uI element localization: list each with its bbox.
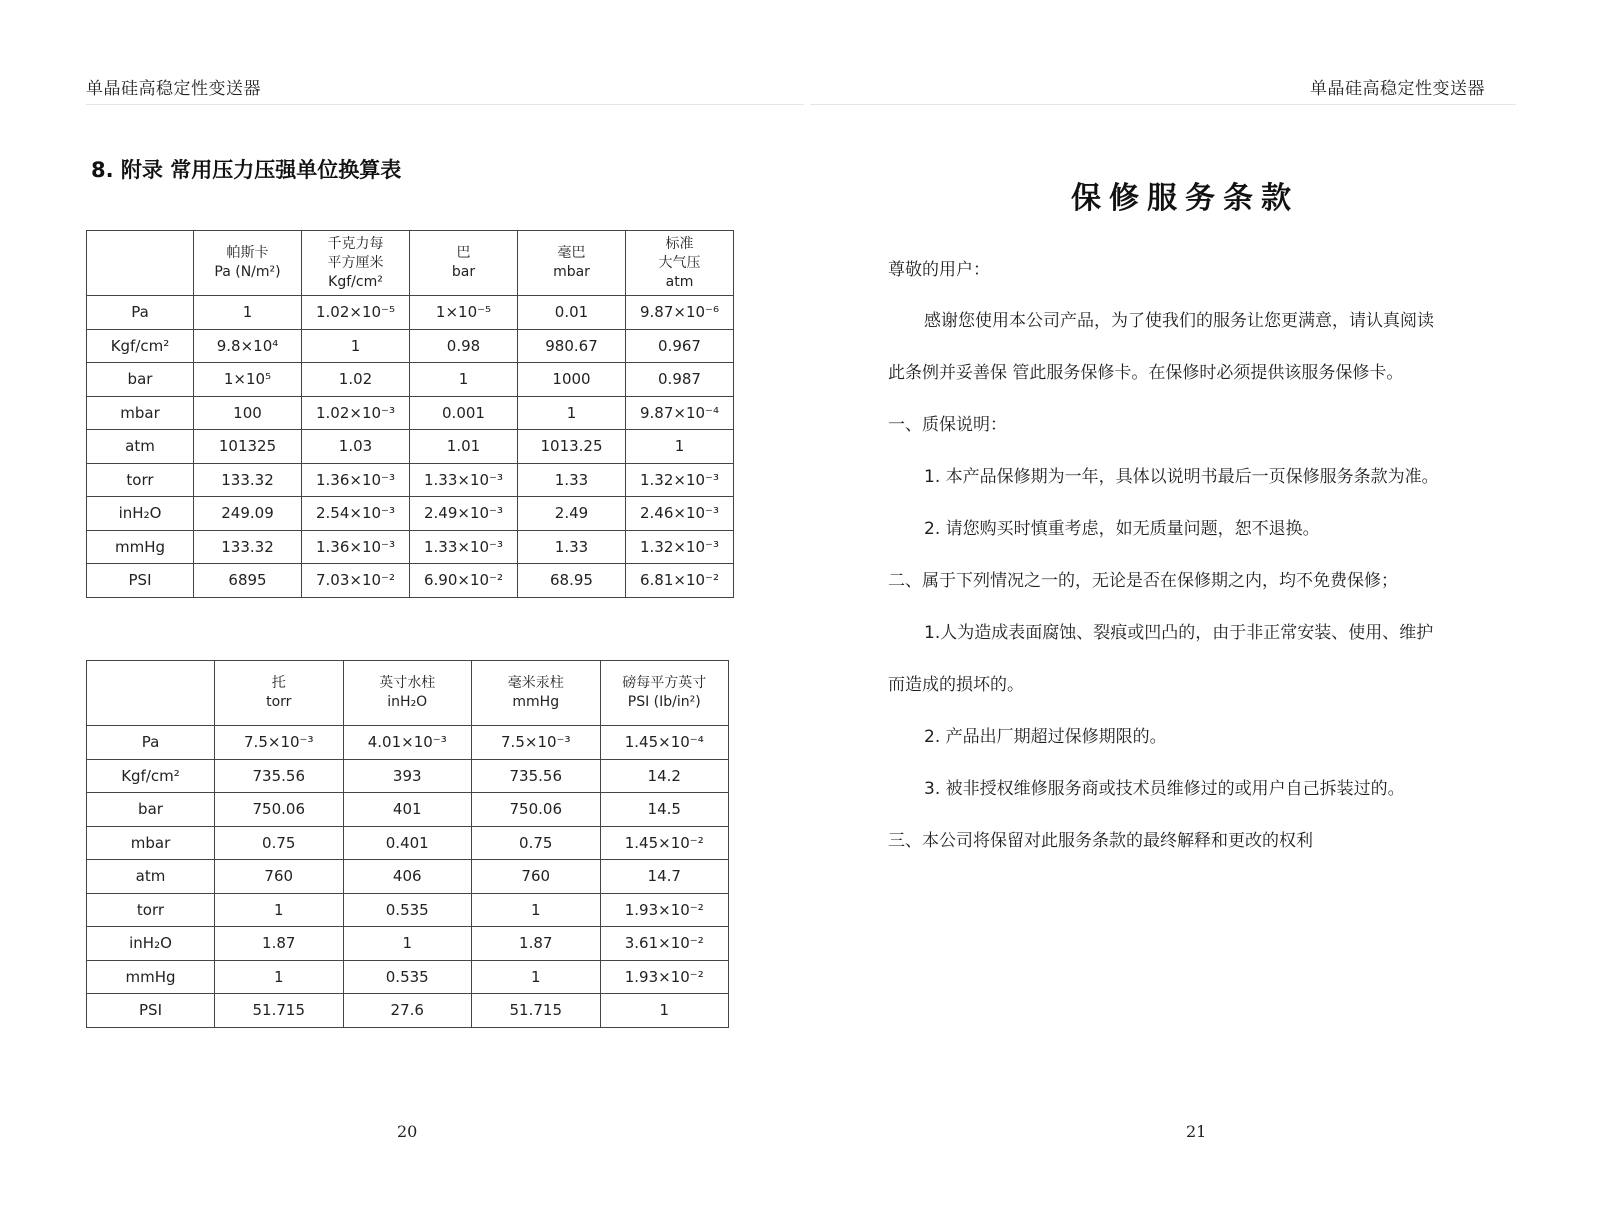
table-row bbox=[87, 329, 734, 363]
table-cell: 0.535 bbox=[343, 960, 472, 994]
table-row bbox=[87, 826, 729, 860]
header-rule-left bbox=[86, 104, 804, 105]
column-header-line: PSI (Ib/in²) bbox=[627, 694, 701, 710]
row-header-cell: mmHg bbox=[87, 960, 215, 994]
table-cell: 1 bbox=[472, 893, 601, 927]
intro-line-2: 此条例并妥善保 管此服务保修卡。在保修时必须提供该服务保修卡。 bbox=[888, 363, 1404, 383]
table-row bbox=[87, 530, 734, 564]
conversion-table-2 bbox=[86, 660, 729, 1028]
table-header-row bbox=[87, 231, 734, 296]
table-row bbox=[87, 960, 729, 994]
table-cell: 0.401 bbox=[343, 826, 472, 860]
table-cell: 1.87 bbox=[215, 927, 344, 961]
section-1-item-1: 1. 本产品保修期为一年，具体以说明书最后一页保修服务条款为准。 bbox=[924, 467, 1439, 487]
column-header-line: Pa (N/m²) bbox=[214, 264, 281, 280]
table-cell: 51.715 bbox=[472, 994, 601, 1028]
table-cell: 51.715 bbox=[215, 994, 344, 1028]
column-header bbox=[87, 661, 215, 726]
table-cell: 68.95 bbox=[518, 564, 626, 598]
column-header bbox=[215, 661, 344, 726]
table-cell: 1.33 bbox=[518, 530, 626, 564]
table-row bbox=[87, 893, 729, 927]
row-header-cell: atm bbox=[87, 430, 194, 464]
table-cell: 100 bbox=[194, 396, 302, 430]
table-cell: 1.36×10⁻³ bbox=[302, 530, 410, 564]
column-header-line: 帕斯卡 bbox=[226, 245, 269, 261]
table-row bbox=[87, 860, 729, 894]
table-cell: 0.01 bbox=[518, 296, 626, 330]
table-cell: 1.02 bbox=[302, 363, 410, 397]
section-1-heading: 一、质保说明： bbox=[888, 415, 1007, 435]
table-cell: 760 bbox=[472, 860, 601, 894]
column-header-line: 磅每平方英寸 bbox=[622, 675, 707, 691]
table-cell: 133.32 bbox=[194, 463, 302, 497]
column-header-line: 巴 bbox=[456, 245, 471, 261]
table-cell: 0.987 bbox=[626, 363, 734, 397]
table-cell: 7.03×10⁻² bbox=[302, 564, 410, 598]
table-cell: 14.7 bbox=[600, 860, 729, 894]
table-row bbox=[87, 726, 729, 760]
column-header-line: 千克力每 bbox=[327, 235, 384, 252]
row-header-cell: Pa bbox=[87, 726, 215, 760]
table-cell: 1.93×10⁻² bbox=[600, 893, 729, 927]
table-cell: 249.09 bbox=[194, 497, 302, 531]
table-cell: 6.81×10⁻² bbox=[626, 564, 734, 598]
table-cell: 1.33 bbox=[518, 463, 626, 497]
table-cell: 27.6 bbox=[343, 994, 472, 1028]
column-header bbox=[343, 661, 472, 726]
column-header-line: atm bbox=[665, 273, 694, 290]
table-cell: 1.01 bbox=[410, 430, 518, 464]
table-row bbox=[87, 463, 734, 497]
table-row bbox=[87, 396, 734, 430]
section-2-item-3: 3. 被非授权维修服务商或技术员维修过的或用户自己拆装过的。 bbox=[924, 779, 1405, 799]
column-header-line: bar bbox=[451, 264, 476, 280]
row-header-cell: mmHg bbox=[87, 530, 194, 564]
column-header-line: 标准 bbox=[665, 235, 694, 252]
table-row bbox=[87, 994, 729, 1028]
table-cell: 1×10⁻⁵ bbox=[410, 296, 518, 330]
table-cell: 6895 bbox=[194, 564, 302, 598]
table-cell: 393 bbox=[343, 759, 472, 793]
table-row bbox=[87, 296, 734, 330]
table-cell: 2.46×10⁻³ bbox=[626, 497, 734, 531]
column-header bbox=[194, 231, 302, 296]
row-header-cell: mbar bbox=[87, 396, 194, 430]
table-cell: 1.02×10⁻⁵ bbox=[302, 296, 410, 330]
table-cell: 9.87×10⁻⁴ bbox=[626, 396, 734, 430]
table-cell: 0.001 bbox=[410, 396, 518, 430]
column-header-line: inH₂O bbox=[387, 694, 428, 710]
table-cell: 735.56 bbox=[472, 759, 601, 793]
section-2-item-1-line-1: 1.人为造成表面腐蚀、裂痕或凹凸的，由于非正常安装、使用、维护 bbox=[924, 623, 1434, 643]
row-header-cell: Pa bbox=[87, 296, 194, 330]
conversion-table-1 bbox=[86, 230, 734, 598]
table-cell: 980.67 bbox=[518, 329, 626, 363]
table-header-row bbox=[87, 661, 729, 726]
table-cell: 14.2 bbox=[600, 759, 729, 793]
column-header-line: mmHg bbox=[512, 694, 560, 710]
table-cell: 1 bbox=[215, 893, 344, 927]
table-cell: 0.98 bbox=[410, 329, 518, 363]
table-cell: 1 bbox=[626, 430, 734, 464]
column-header-line: torr bbox=[266, 694, 292, 710]
table-cell: 1.32×10⁻³ bbox=[626, 463, 734, 497]
column-header-line: 毫巴 bbox=[557, 245, 586, 261]
row-header-cell: PSI bbox=[87, 564, 194, 598]
table-cell: 1.32×10⁻³ bbox=[626, 530, 734, 564]
table-cell: 750.06 bbox=[215, 793, 344, 827]
table-cell: 1.33×10⁻³ bbox=[410, 463, 518, 497]
column-header bbox=[302, 231, 410, 296]
table-cell: 6.90×10⁻² bbox=[410, 564, 518, 598]
column-header-line: 平方厘米 bbox=[327, 254, 384, 271]
table-row bbox=[87, 497, 734, 531]
running-header-right: 单晶硅高稳定性变送器 bbox=[1310, 79, 1485, 99]
table-cell: 7.5×10⁻³ bbox=[215, 726, 344, 760]
column-header-line: 英寸水柱 bbox=[379, 675, 436, 691]
table-cell: 1.36×10⁻³ bbox=[302, 463, 410, 497]
section-2-item-2: 2. 产品出厂期超过保修期限的。 bbox=[924, 727, 1167, 747]
row-header-cell: bar bbox=[87, 363, 194, 397]
section-2-heading: 二、属于下列情况之一的，无论是否在保修期之内，均不免费保修； bbox=[888, 571, 1398, 591]
table-cell: 1.03 bbox=[302, 430, 410, 464]
page-number-left: 20 bbox=[397, 1122, 418, 1141]
table-cell: 2.54×10⁻³ bbox=[302, 497, 410, 531]
table-cell: 1 bbox=[194, 296, 302, 330]
table-cell: 1.87 bbox=[472, 927, 601, 961]
table-cell: 1.45×10⁻² bbox=[600, 826, 729, 860]
intro-line-1: 感谢您使用本公司产品，为了使我们的服务让您更满意，请认真阅读 bbox=[924, 311, 1434, 331]
section-title: 8. 附录 常用压力压强单位换算表 bbox=[91, 158, 402, 182]
table-cell: 9.87×10⁻⁶ bbox=[626, 296, 734, 330]
column-header bbox=[87, 231, 194, 296]
right-page bbox=[800, 0, 1600, 1208]
table-cell: 1 bbox=[302, 329, 410, 363]
table-row bbox=[87, 363, 734, 397]
running-header-left: 单晶硅高稳定性变送器 bbox=[86, 79, 261, 99]
column-header bbox=[600, 661, 729, 726]
table-row bbox=[87, 793, 729, 827]
row-header-cell: mbar bbox=[87, 826, 215, 860]
column-header bbox=[472, 661, 601, 726]
row-header-cell: Kgf/cm² bbox=[87, 329, 194, 363]
row-header-cell: torr bbox=[87, 463, 194, 497]
table-cell: 401 bbox=[343, 793, 472, 827]
table-cell: 14.5 bbox=[600, 793, 729, 827]
row-header-cell: bar bbox=[87, 793, 215, 827]
column-header-line: Kgf/cm² bbox=[328, 273, 383, 290]
table-cell: 9.8×10⁴ bbox=[194, 329, 302, 363]
column-header bbox=[518, 231, 626, 296]
table-cell: 3.61×10⁻² bbox=[600, 927, 729, 961]
table-cell: 0.75 bbox=[215, 826, 344, 860]
column-header-line: mbar bbox=[553, 264, 590, 280]
table-cell: 1.45×10⁻⁴ bbox=[600, 726, 729, 760]
row-header-cell: inH₂O bbox=[87, 927, 215, 961]
table-cell: 406 bbox=[343, 860, 472, 894]
table-cell: 1 bbox=[472, 960, 601, 994]
section-3: 三、本公司将保留对此服务条款的最终解释和更改的权利 bbox=[888, 831, 1313, 851]
table-cell: 760 bbox=[215, 860, 344, 894]
table-cell: 1000 bbox=[518, 363, 626, 397]
table-cell: 750.06 bbox=[472, 793, 601, 827]
column-header bbox=[410, 231, 518, 296]
table-cell: 1 bbox=[600, 994, 729, 1028]
table-cell: 1013.25 bbox=[518, 430, 626, 464]
table-row bbox=[87, 564, 734, 598]
section-2-item-1-line-2: 而造成的损坏的。 bbox=[888, 675, 1024, 695]
row-header-cell: inH₂O bbox=[87, 497, 194, 531]
table-cell: 101325 bbox=[194, 430, 302, 464]
table-cell: 1.33×10⁻³ bbox=[410, 530, 518, 564]
column-header-line: 托 bbox=[271, 675, 286, 691]
table-cell: 2.49 bbox=[518, 497, 626, 531]
warranty-title: 保修服务条款 bbox=[1071, 181, 1299, 216]
table-cell: 4.01×10⁻³ bbox=[343, 726, 472, 760]
table-row bbox=[87, 927, 729, 961]
table-cell: 0.535 bbox=[343, 893, 472, 927]
table-cell: 1.02×10⁻³ bbox=[302, 396, 410, 430]
table-cell: 1 bbox=[215, 960, 344, 994]
table-cell: 0.75 bbox=[472, 826, 601, 860]
table-row bbox=[87, 759, 729, 793]
table-cell: 7.5×10⁻³ bbox=[472, 726, 601, 760]
table-cell: 1.93×10⁻² bbox=[600, 960, 729, 994]
greeting: 尊敬的用户： bbox=[888, 260, 990, 280]
table-cell: 0.967 bbox=[626, 329, 734, 363]
table-cell: 1 bbox=[410, 363, 518, 397]
row-header-cell: atm bbox=[87, 860, 215, 894]
table-cell: 1 bbox=[343, 927, 472, 961]
header-rule-right bbox=[810, 104, 1516, 105]
row-header-cell: Kgf/cm² bbox=[87, 759, 215, 793]
column-header-line: 大气压 bbox=[658, 254, 701, 271]
table-row bbox=[87, 430, 734, 464]
column-header-line: 毫米汞柱 bbox=[507, 675, 564, 691]
table-cell: 133.32 bbox=[194, 530, 302, 564]
table-cell: 1 bbox=[518, 396, 626, 430]
row-header-cell: PSI bbox=[87, 994, 215, 1028]
column-header bbox=[626, 231, 734, 296]
row-header-cell: torr bbox=[87, 893, 215, 927]
table-cell: 735.56 bbox=[215, 759, 344, 793]
table-cell: 1×10⁵ bbox=[194, 363, 302, 397]
section-1-item-2: 2. 请您购买时慎重考虑，如无质量问题，恕不退换。 bbox=[924, 519, 1320, 539]
table-cell: 2.49×10⁻³ bbox=[410, 497, 518, 531]
page-number-right: 21 bbox=[1186, 1122, 1207, 1141]
